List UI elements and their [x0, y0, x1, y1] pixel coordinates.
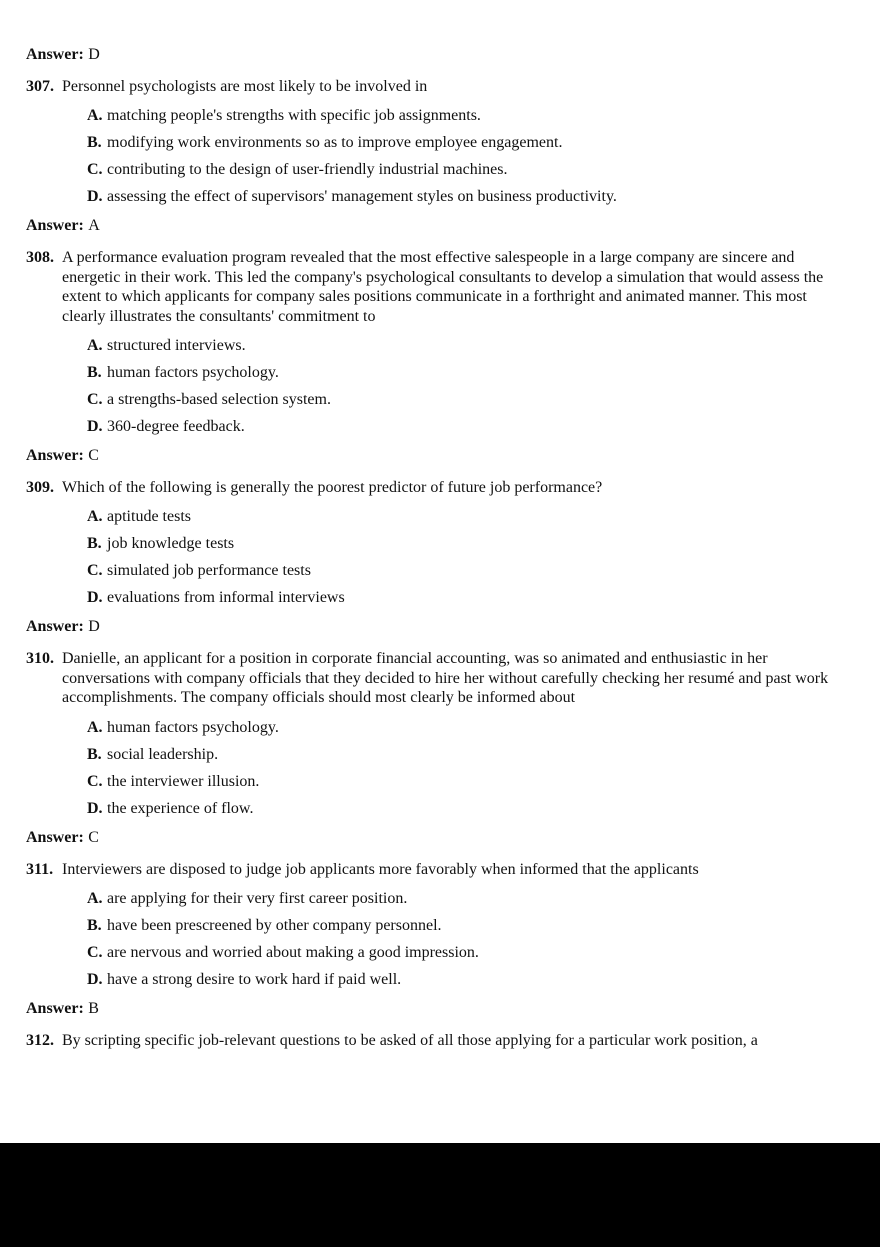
option-text: are nervous and worried about making a good impression.	[107, 944, 479, 962]
answer-value: D	[88, 46, 100, 63]
option-letter: B.	[87, 917, 102, 935]
answer-value: C	[88, 447, 99, 465]
options-list	[87, 507, 848, 607]
answer-value: A	[88, 217, 100, 235]
answer-value: C	[88, 828, 99, 846]
options-list	[87, 336, 848, 436]
question-head	[26, 478, 848, 497]
answer-line	[26, 617, 848, 636]
answer-label: Answer:	[26, 1000, 84, 1018]
option-text: aptitude tests	[107, 508, 191, 526]
option-letter: C.	[87, 772, 103, 790]
option-c	[87, 160, 848, 179]
option-text: have a strong desire to work hard if paid well.	[107, 971, 402, 989]
answer-line	[26, 999, 848, 1018]
option-c	[87, 390, 848, 409]
option-b	[87, 916, 848, 935]
question-block-310	[26, 649, 848, 846]
option-letter: A.	[87, 337, 103, 355]
question-head	[26, 860, 848, 879]
option-letter: A.	[87, 508, 103, 526]
option-text: human factors psychology.	[107, 364, 279, 382]
question-head	[26, 649, 848, 707]
option-letter: B.	[87, 134, 102, 152]
question-text: By scripting specific job-relevant questions to be asked of all those applying for a particular work position, a	[62, 1032, 758, 1050]
options-list	[87, 889, 848, 989]
question-number: 307.	[26, 78, 54, 95]
option-a	[87, 507, 848, 526]
answer-label: Answer:	[26, 618, 84, 636]
option-letter: B.	[87, 364, 102, 382]
option-letter: D.	[87, 589, 103, 607]
option-d	[87, 187, 848, 206]
answer-line	[26, 446, 848, 465]
question-text: A performance evaluation program revealed that the most effective salespeople in a large company are sincere and energetic in their work. This led the company's psychological consultants to develop a simulation that would assess the extent to which applicants for company sales positions communicate in a forthright and animated manner. This most clearly illustrates the consultants' commitment to	[62, 249, 824, 325]
option-letter: B.	[87, 535, 102, 553]
option-c	[87, 943, 848, 962]
option-text: matching people's strengths with specific job assignments.	[107, 107, 481, 125]
option-text: have been prescreened by other company personnel.	[107, 917, 442, 935]
answer-label: Answer:	[26, 828, 84, 846]
option-text: assessing the effect of supervisors' management styles on business productivity.	[107, 188, 617, 206]
options-list	[87, 718, 848, 818]
question-text: Which of the following is generally the poorest predictor of future job performance?	[62, 479, 603, 497]
option-letter: C.	[87, 562, 103, 580]
option-a	[87, 718, 848, 737]
option-letter: A.	[87, 890, 103, 908]
option-letter: C.	[87, 391, 103, 409]
option-c	[87, 561, 848, 580]
question-number: 309.	[26, 479, 54, 497]
option-b	[87, 534, 848, 553]
answer-value: B	[88, 1000, 99, 1018]
option-c	[87, 772, 848, 791]
option-text: 360-degree feedback.	[107, 418, 245, 436]
option-a	[87, 336, 848, 355]
option-text: human factors psychology.	[107, 718, 279, 736]
question-head	[26, 248, 848, 326]
option-a	[87, 106, 848, 125]
question-number: 310.	[26, 650, 54, 668]
question-block-308	[26, 248, 848, 465]
option-text: structured interviews.	[107, 337, 246, 355]
option-letter: A.	[87, 718, 103, 736]
option-letter: D.	[87, 418, 103, 436]
question-number: 308.	[26, 249, 54, 267]
option-text: evaluations from informal interviews	[107, 589, 345, 607]
option-d	[87, 588, 848, 607]
option-d	[87, 417, 848, 436]
answer-label: Answer:	[26, 447, 84, 465]
question-block-312	[26, 1031, 848, 1050]
question-number: 311.	[26, 860, 54, 878]
option-d	[87, 970, 848, 989]
answer-line	[26, 828, 848, 847]
option-b	[87, 745, 848, 764]
option-letter: D.	[87, 971, 103, 989]
option-text: modifying work environments so as to improve employee engagement.	[107, 134, 563, 152]
answer-line	[26, 216, 848, 235]
answer-label: Answer:	[26, 46, 84, 63]
option-letter: D.	[87, 188, 103, 206]
option-letter: A.	[87, 107, 103, 125]
question-text: Danielle, an applicant for a position in corporate financial accounting, was so animated and enthusiastic in her conversations with company officials that they decided to hire her without carefully checking her resumé and past work accomplishments. The company officials should most clearly be informed about	[62, 650, 829, 707]
option-letter: C.	[87, 944, 103, 962]
option-text: contributing to the design of user-friendly industrial machines.	[107, 161, 508, 179]
question-block-309	[26, 478, 848, 636]
answer-label: Answer:	[26, 217, 84, 235]
redaction-black-bar	[0, 1143, 880, 1247]
option-text: social leadership.	[107, 745, 219, 763]
option-letter: D.	[87, 799, 103, 817]
option-text: are applying for their very first career position.	[107, 890, 408, 908]
option-text: the interviewer illusion.	[107, 772, 260, 790]
option-b	[87, 363, 848, 382]
question-number: 312.	[26, 1032, 54, 1050]
option-a	[87, 889, 848, 908]
option-letter: C.	[87, 161, 103, 179]
question-block-307	[26, 77, 848, 235]
answer-line	[26, 45, 848, 64]
option-text: a strengths-based selection system.	[107, 391, 331, 409]
answer-value: D	[88, 618, 100, 636]
question-head	[26, 77, 848, 96]
option-letter: B.	[87, 745, 102, 763]
option-text: the experience of flow.	[107, 799, 254, 817]
question-head	[26, 1031, 848, 1050]
question-text: Interviewers are disposed to judge job applicants more favorably when informed that the applicants	[62, 860, 699, 878]
question-block-311	[26, 860, 848, 1018]
option-d	[87, 799, 848, 818]
option-b	[87, 133, 848, 152]
option-text: job knowledge tests	[107, 535, 235, 553]
options-list	[87, 106, 848, 206]
option-text: simulated job performance tests	[107, 562, 311, 580]
question-text: Personnel psychologists are most likely to be involved in	[62, 78, 428, 95]
